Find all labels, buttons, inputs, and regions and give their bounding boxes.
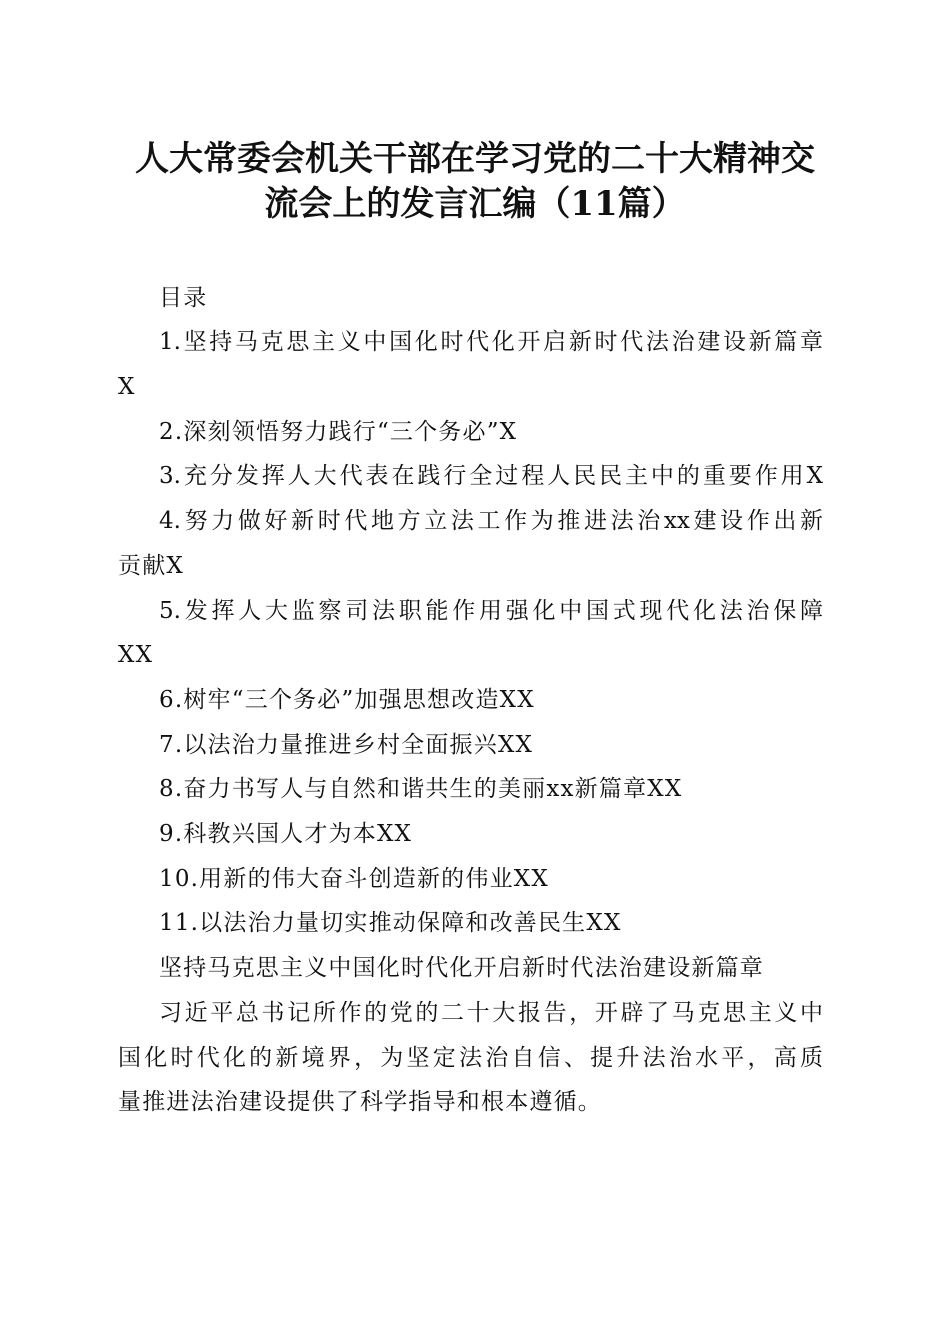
- section-title: 坚持马克思主义中国化时代化开启新时代法治建设新篇章: [159, 955, 764, 981]
- toc-item-8: 8.奋力书写人与自然和谐共生的美丽xx新篇章XX: [159, 776, 683, 802]
- paragraph-line-1: 习近平总书记所作的党的二十大报告，开辟了马克思主义中: [159, 1000, 823, 1026]
- toc-item-4: 4.努力做好新时代地方立法工作为推进法治xx建设作出新: [159, 508, 823, 534]
- toc-item-11: 11.以法治力量切实推动保障和改善民生XX: [159, 910, 622, 936]
- document-title-line-1: 人大常委会机关干部在学习党的二十大精神交: [135, 139, 815, 179]
- document-title-line-2: 流会上的发言汇编（11篇）: [264, 184, 686, 224]
- toc-item-1-cont: X: [118, 374, 136, 400]
- toc-item-7: 7.以法治力量推进乡村全面振兴XX: [159, 732, 534, 758]
- toc-item-1: 1.坚持马克思主义中国化时代化开启新时代法治建设新篇章: [159, 329, 823, 355]
- toc-heading: 目录: [159, 285, 208, 311]
- toc-item-2: 2.深刻领悟努力践行“三个务必”X: [159, 419, 518, 445]
- toc-item-5: 5.发挥人大监察司法职能作用强化中国式现代化法治保障: [159, 598, 823, 624]
- toc-item-3: 3.充分发挥人大代表在践行全过程人民民主中的重要作用X: [159, 463, 823, 489]
- paragraph-line-3: 量推进法治建设提供了科学指导和根本遵循。: [118, 1089, 602, 1115]
- toc-item-9: 9.科教兴国人才为本XX: [159, 821, 413, 847]
- toc-item-10: 10.用新的伟大奋斗创造新的伟业XX: [159, 866, 549, 892]
- toc-item-4-cont: 贡献X: [118, 553, 184, 579]
- paragraph-line-2: 国化时代化的新境界，为坚定法治自信、提升法治水平，高质: [118, 1045, 823, 1071]
- toc-item-5-cont: XX: [118, 642, 154, 668]
- toc-item-6: 6.树牢“三个务必”加强思想改造XX: [159, 687, 535, 713]
